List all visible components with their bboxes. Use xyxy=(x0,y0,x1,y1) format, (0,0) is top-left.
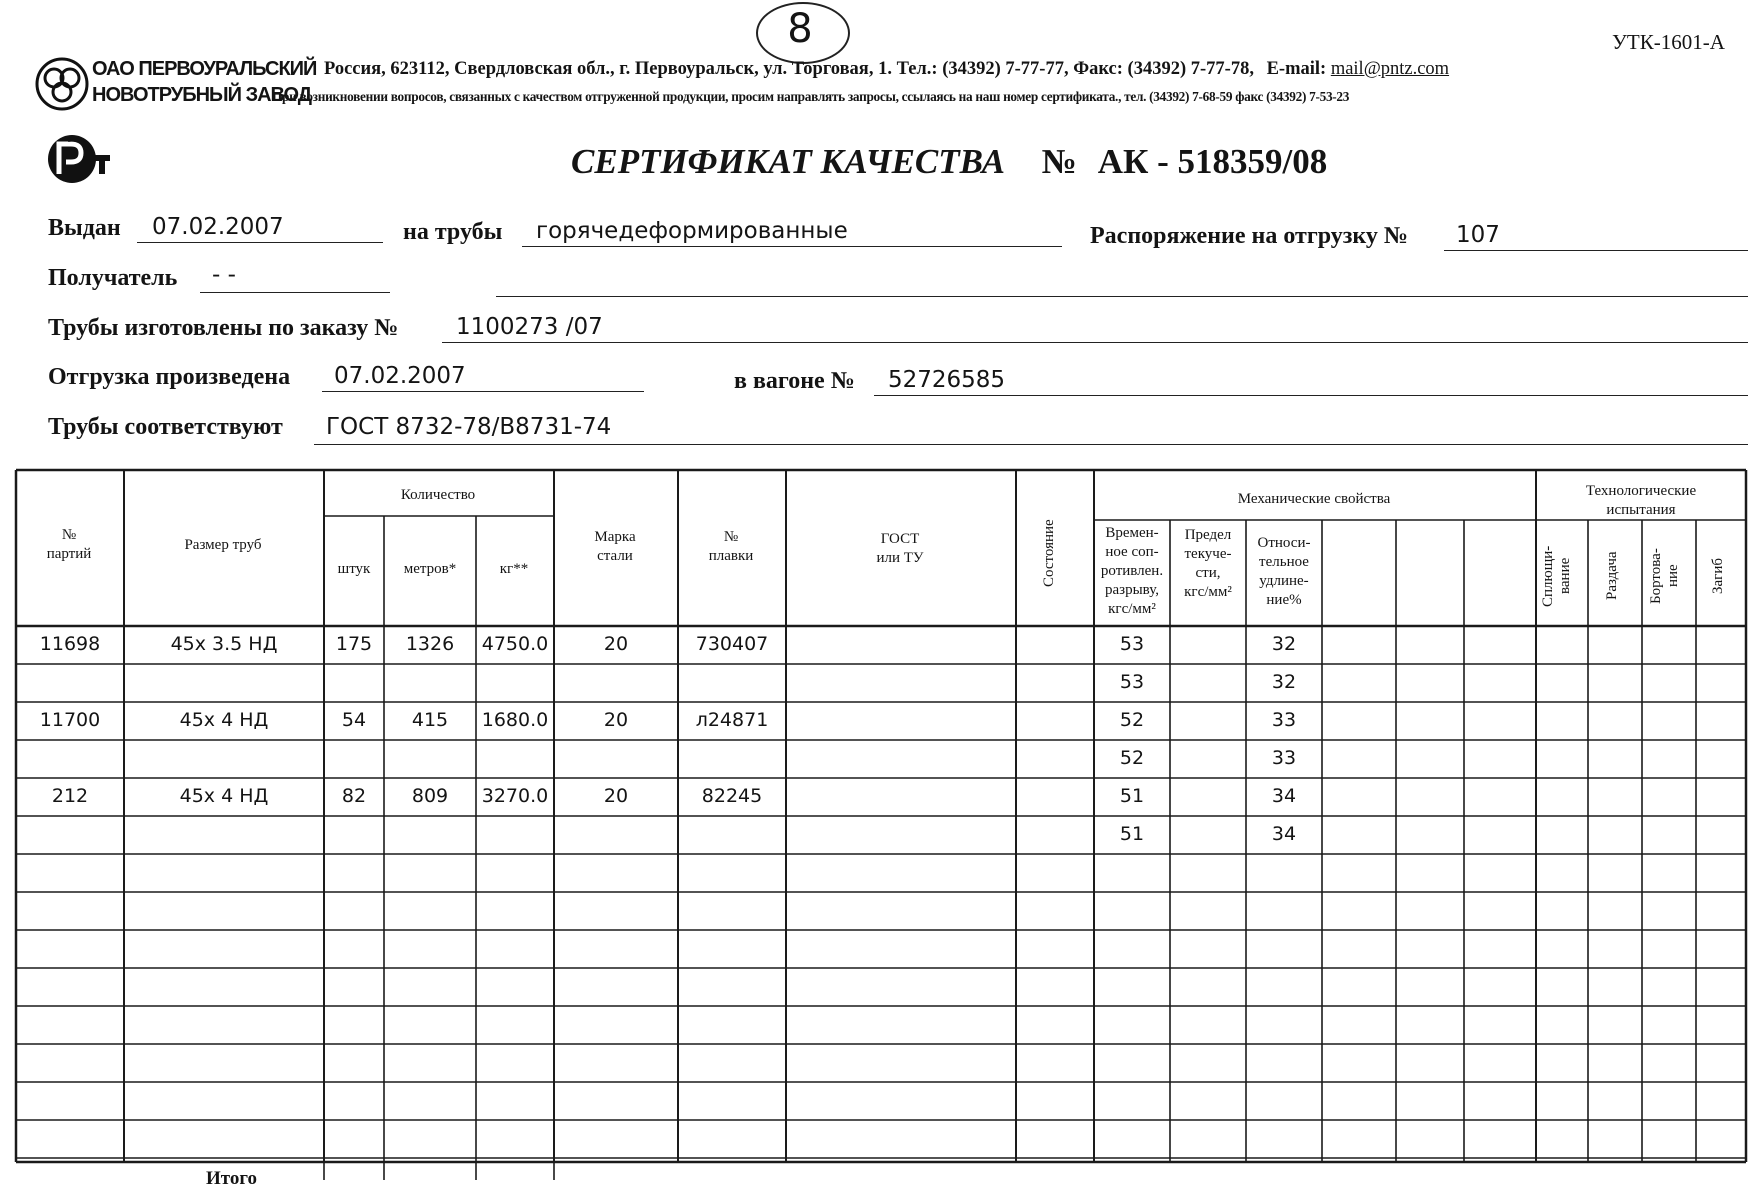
cell-heat: 730407 xyxy=(695,633,769,655)
order-value: 107 xyxy=(1456,222,1500,248)
header-tensile: Времен- ное соп- ротивлен. разрыву, кгс/мм² xyxy=(1100,525,1164,617)
quality-notice: При возникновении вопросов, связанных с качеством отгруженной продукции, просим направлять запросы, ссылаясь на наш номер сертификата., тел. (34392) 7-68-59 факс (34392) 7-53-23 xyxy=(272,89,1350,104)
shipped-value: 07.02.2007 xyxy=(334,363,466,389)
cell-kg: 1680.0 xyxy=(481,709,549,731)
cell-tensile: 53 xyxy=(1119,633,1145,655)
page-number: 8 xyxy=(787,6,813,52)
cell-elong: 32 xyxy=(1271,633,1297,655)
cell-steel: 20 xyxy=(603,785,629,807)
recipient-label: Получатель xyxy=(48,265,178,291)
made-by-order-label: Трубы изготовлены по заказу № xyxy=(48,315,399,341)
total-label: Итого xyxy=(206,1168,258,1189)
header-size: Размер труб xyxy=(184,537,262,553)
email-label: E-mail: xyxy=(1266,59,1327,79)
company-address-text: Россия, 623112, Свердловская обл., г. Первоуральск, ул. Торговая, 1. Тел.: (34392) 7-77-77, Факс: (34392) 7-77-78, xyxy=(324,59,1254,79)
header-kg: кг** xyxy=(499,561,529,577)
cell-size: 45х 3.5 НД xyxy=(170,633,278,655)
header-flange: Бортова- ние xyxy=(1648,548,1681,604)
header-steel: Марка стали xyxy=(594,529,636,564)
cell-kg: 4750.0 xyxy=(481,633,549,655)
cell-meters: 809 xyxy=(411,785,449,807)
company-name-line1: ОАО ПЕРВОУРАЛЬСКИЙ xyxy=(92,58,317,80)
pipes-label: на трубы xyxy=(403,219,503,245)
cell-pcs: 54 xyxy=(341,709,367,731)
cell-steel: 20 xyxy=(603,709,629,731)
cell-party: 11698 xyxy=(39,633,101,655)
header-elong: Относи- тельное удлине- ние% xyxy=(1257,535,1311,608)
form-code: УТК-1601-А xyxy=(1612,30,1725,54)
cell-steel: 20 xyxy=(603,633,629,655)
cell-tensile: 51 xyxy=(1119,785,1145,807)
cell-size: 45х 4 НД xyxy=(179,785,269,807)
cell-size: 45х 4 НД xyxy=(179,709,269,731)
header-expand: Раздача xyxy=(1604,551,1620,601)
issued-label: Выдан xyxy=(48,215,121,241)
cell-tensile: 52 xyxy=(1119,709,1145,731)
header-quantity: Количество xyxy=(400,487,476,503)
cell-tensile: 53 xyxy=(1119,671,1145,693)
cell-elong: 32 xyxy=(1271,671,1297,693)
header-meters: метров* xyxy=(403,561,457,577)
cell-meters: 415 xyxy=(411,709,449,731)
cell-heat: л24871 xyxy=(695,709,769,731)
conform-label: Трубы соответствуют xyxy=(48,414,283,440)
pipes-value: горячедеформированные xyxy=(536,218,848,244)
wagon-label: в вагоне № xyxy=(734,368,855,394)
shipped-label: Отгрузка произведена xyxy=(48,364,291,390)
header-party: № партий xyxy=(46,527,92,562)
cell-meters: 1326 xyxy=(405,633,455,655)
cell-kg: 3270.0 xyxy=(481,785,549,807)
issued-value: 07.02.2007 xyxy=(152,214,284,240)
header-yield: Предел текуче- сти, кгс/мм² xyxy=(1184,527,1232,600)
header-state: Состояние xyxy=(1041,519,1057,587)
order-label: Распоряжение на отгрузку № xyxy=(1090,223,1408,249)
header-bend: Загиб xyxy=(1710,558,1726,594)
certificate-number-sign: № xyxy=(1041,142,1077,181)
email-link[interactable]: mail@pntz.com xyxy=(1330,59,1450,79)
cell-elong: 33 xyxy=(1271,747,1297,769)
header-tech: Технологические испытания xyxy=(1585,483,1697,518)
company-name-line2: НОВОТРУБНЫЙ ЗАВОД xyxy=(92,84,312,106)
cell-elong: 33 xyxy=(1271,709,1297,731)
cell-elong: 34 xyxy=(1271,823,1297,845)
made-by-order-value: 1100273 /07 xyxy=(456,314,603,340)
cell-tensile: 52 xyxy=(1119,747,1145,769)
cell-pcs: 82 xyxy=(341,785,367,807)
cell-pcs: 175 xyxy=(335,633,373,655)
recipient-value: - - xyxy=(212,262,236,288)
cell-tensile: 51 xyxy=(1119,823,1145,845)
cell-elong: 34 xyxy=(1271,785,1297,807)
cell-party: 11700 xyxy=(39,709,101,731)
certificate-title-text: СЕРТИФИКАТ КАЧЕСТВА xyxy=(571,142,1006,181)
header-gost: ГОСТ или ТУ xyxy=(876,531,924,566)
conform-value: ГОСТ 8732-78/В8731-74 xyxy=(326,414,612,440)
wagon-value: 52726585 xyxy=(888,367,1006,393)
cell-heat: 82245 xyxy=(701,785,763,807)
header-heat: № плавки xyxy=(708,529,754,564)
header-flat: Сплющи- вание xyxy=(1540,545,1573,607)
cell-party: 212 xyxy=(51,785,89,807)
header-mech: Механические свойства xyxy=(1237,491,1391,507)
header-pcs: штук xyxy=(337,561,371,577)
certificate-number: АК - 518359/08 xyxy=(1097,142,1328,181)
